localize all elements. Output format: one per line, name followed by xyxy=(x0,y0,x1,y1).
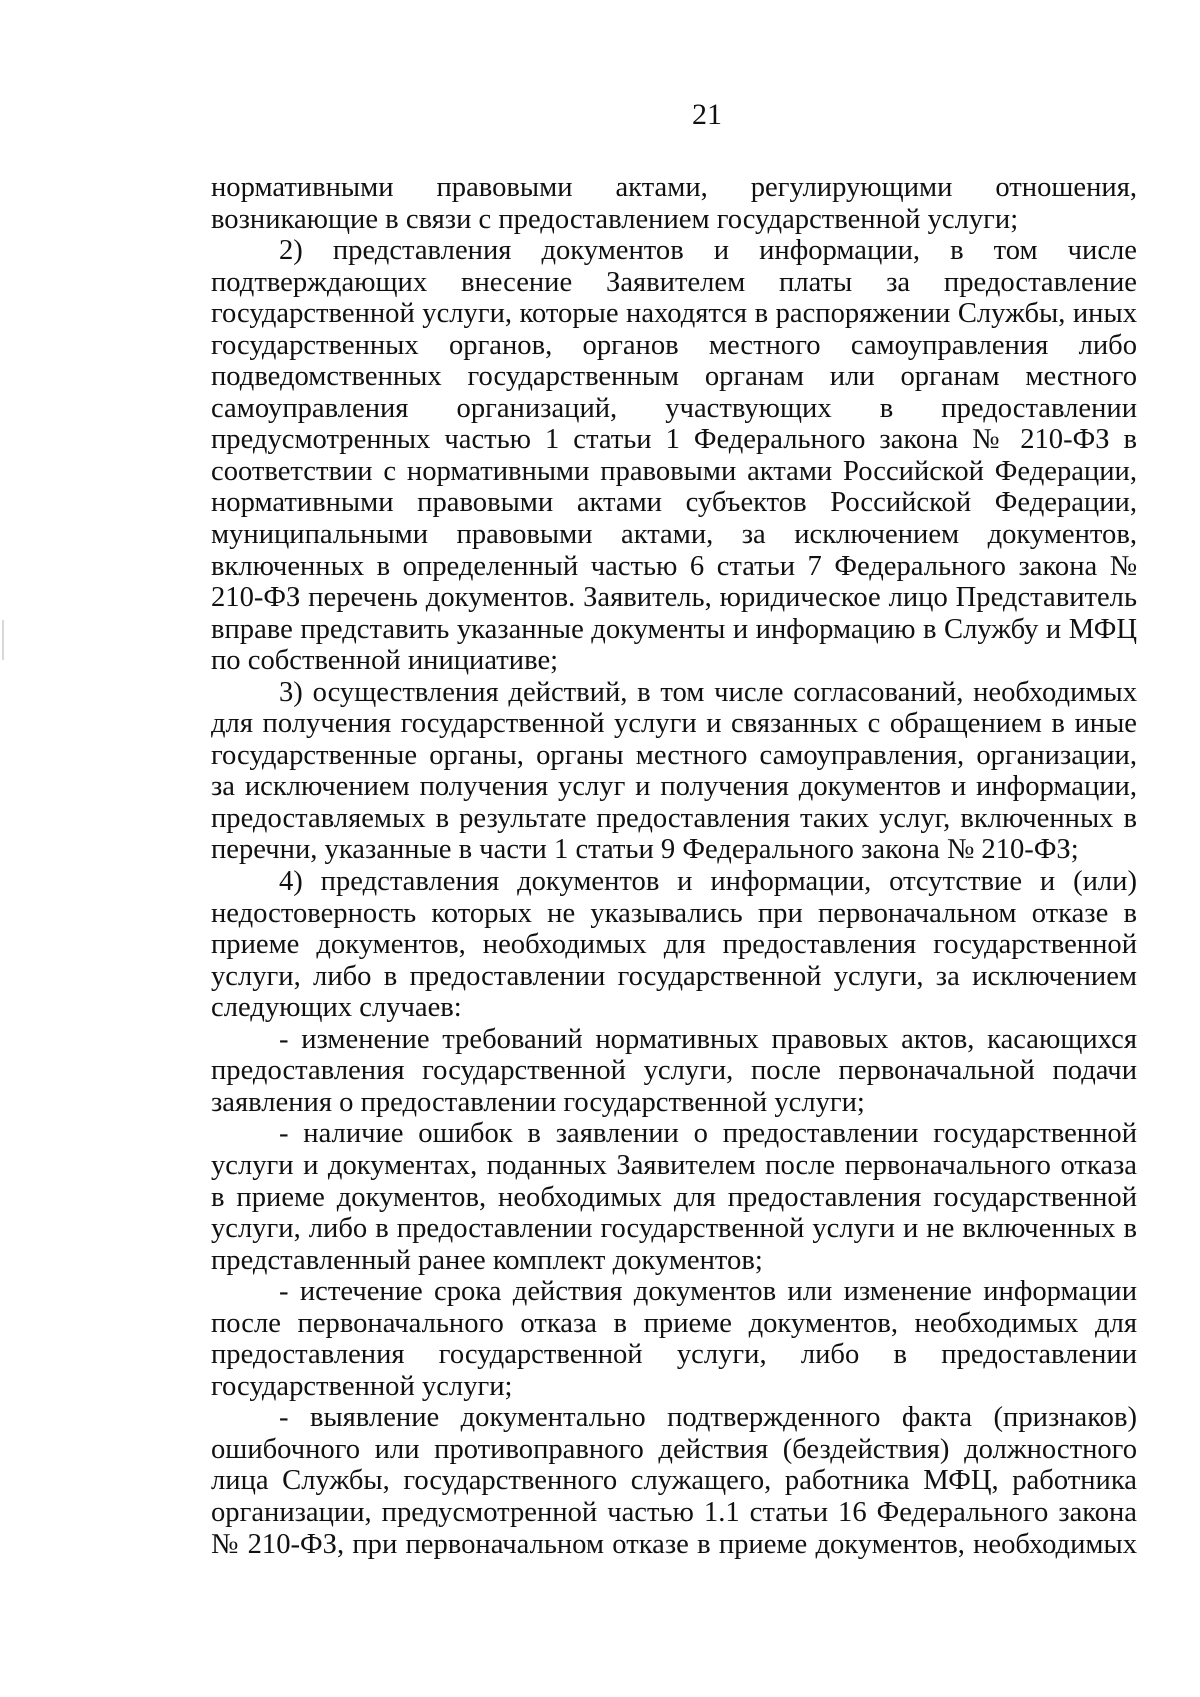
paragraph-item-4: 4) представления документов и информации, отсутствие и (или) недостоверность которых не указывались при первоначальном отказе в приеме документов, необходимых для предоставления государственной услуги, либо в предоставлении государственной услуги, за исключением следующих случаев: xyxy=(211,866,1137,1024)
paragraph-item-2: 2) представления документов и информации, в том числе подтверждающих внесение Заявителем платы за предоставление государственной услуги, которые находятся в распоряжении Службы, иных государственных органов, органов местного самоуправления либо подведомственных государственным органам или органам местного самоуправления организаций, участвующих в предоставлении предусмотренных частью 1 статьи 1 Федерального закона № 210-ФЗ в соответствии с нормативными правовыми актами Российской Федерации, нормативными правовыми актами субъектов Российской Федерации, муниципальными правовыми актами, за исключением документов, включенных в определенный частью 6 статьи 7 Федерального закона № 210-ФЗ перечень документов. Заявитель, юридическое лицо Представитель вправе представить указанные документы и информацию в Службу и МФЦ по собственной инициативе; xyxy=(211,235,1137,677)
paragraph-exception-1: - изменение требований нормативных правовых актов, касающихся предоставления государственной услуги, после первоначальной подачи заявления о предоставлении государственной услуги; xyxy=(211,1023,1137,1118)
paragraph-continuation: нормативными правовыми актами, регулирующими отношения, возникающие в связи с предоставлением государственной услуги; xyxy=(211,172,1137,235)
scan-edge-mark xyxy=(2,620,4,660)
paragraph-exception-3: - истечение срока действия документов или изменение информации после первоначального отказа в приеме документов, необходимых для предоставления государственной услуги, либо в предоставлении государственной услуги; xyxy=(211,1276,1137,1402)
document-body xyxy=(211,172,1137,1560)
paragraph-item-3: 3) осуществления действий, в том числе согласований, необходимых для получения государственной услуги и связанных с обращением в иные государственные органы, органы местного самоуправления, организации, за исключением получения услуг и получения документов и информации, предоставляемых в результате предоставления таких услуг, включенных в перечни, указанные в части 1 статьи 9 Федерального закона № 210-ФЗ; xyxy=(211,676,1137,866)
paragraph-exception-4: - выявление документально подтвержденного факта (признаков) ошибочного или противоправного действия (бездействия) должностного лица Службы, государственного служащего, работника МФЦ, работника организации, предусмотренной частью 1.1 статьи 16 Федерального закона № 210-ФЗ, при первоначальном отказе в приеме документов, необходимых xyxy=(211,1402,1137,1560)
page-number: 21 xyxy=(692,98,722,131)
paragraph-exception-2: - наличие ошибок в заявлении о предоставлении государственной услуги и документах, поданных Заявителем после первоначального отказа в приеме документов, необходимых для предоставления государственной услуги, либо в предоставлении государственной услуги и не включенных в представленный ранее комплект документов; xyxy=(211,1118,1137,1276)
